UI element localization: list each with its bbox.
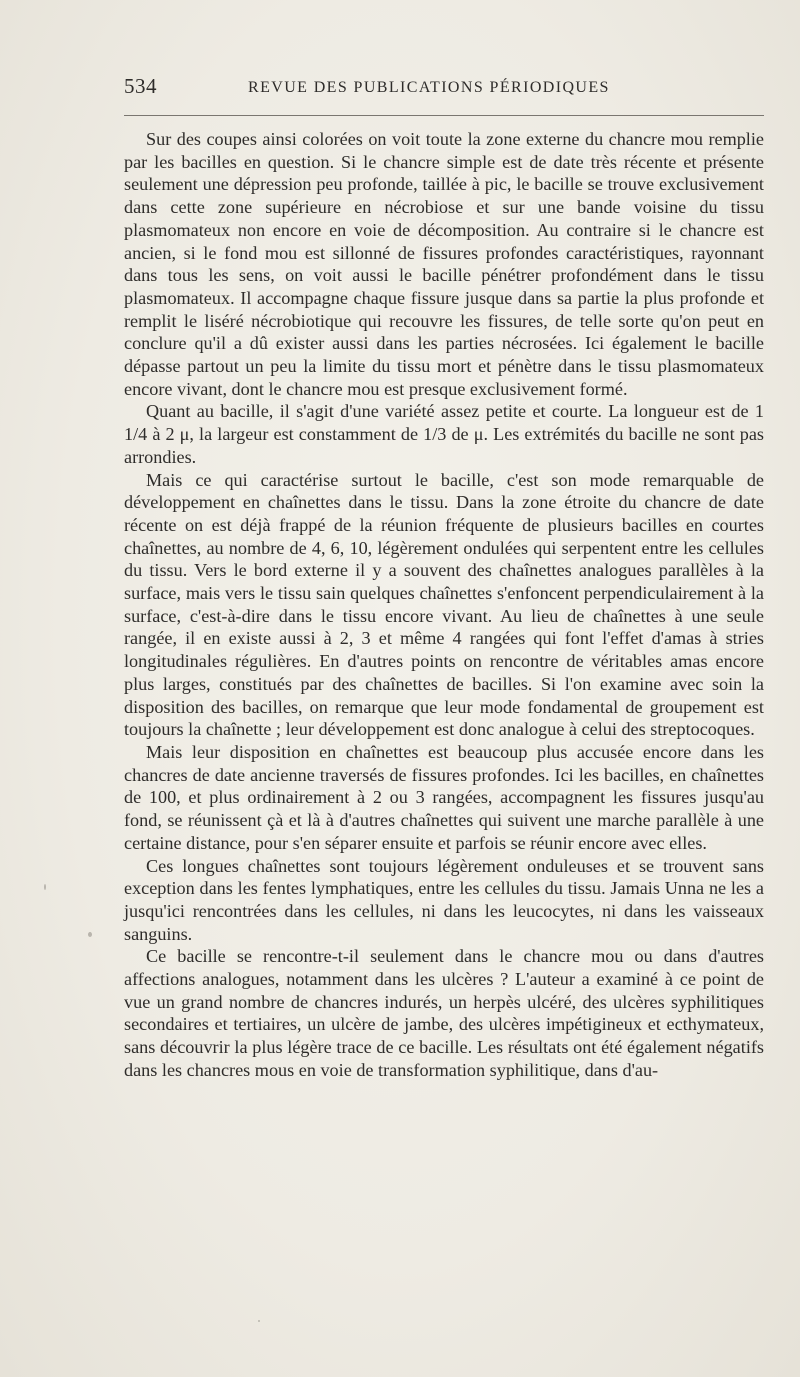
paper-speck: [44, 884, 46, 890]
paper-speck: [88, 932, 92, 937]
paragraph: Mais ce qui caractérise surtout le bacille, c'est son mode remarquable de développement en chaînettes dans le tissu. Dans la zone étroite du chancre de date récente on est déjà frappé de la réunion fréquente de plusieurs bacilles en courtes chaînettes, au nombre de 4, 6, 10, légèrement ondulées qui serpentent entre les cellules du tissu. Vers le bord externe il y a souvent des chaînettes analogues parallèles à la surface, mais vers le tissu sain quelques chaînettes s'enfoncent perpendiculairement à la surface, c'est-à-dire dans le tissu encore vivant. Au lieu de chaînettes à une seule rangée, il en existe aussi à 2, 3 et même 4 rangées qui font l'effet d'amas à stries longitudinales régulières. En d'autres points on rencontre de véritables amas encore plus larges, constitués par des chaînettes de bacilles. Si l'on examine avec soin la disposition des bacilles, on remarque que leur mode fondamental de groupement est toujours la chaînette ; leur développement est donc analogue à celui des streptocoques.: [124, 469, 764, 740]
paragraph: Ces longues chaînettes sont toujours légèrement onduleuses et se trouvent sans exception dans les fentes lymphatiques, entre les cellules du tissu. Jamais Unna ne les a jusqu'ici rencontrées dans les cellules, ni dans les leucocytes, ni dans les vaisseaux sanguins.: [124, 855, 764, 944]
paragraph: Mais leur disposition en chaînettes est beaucoup plus accusée encore dans les chancres de date ancienne traversés de fissures profondes. Ici les bacilles, en chaînettes de 100, et plus ordinairement à 2 ou 3 rangées, accompagnent les fissures jusqu'au fond, se réunissent çà et là à d'autres chaînettes qui suivent une marche parallèle à une certaine distance, pour s'en séparer ensuite et parfois se réunir encore avec elles.: [124, 741, 764, 853]
header-rule: [124, 115, 764, 116]
paragraph: Sur des coupes ainsi colorées on voit toute la zone externe du chancre mou remplie par les bacilles en question. Si le chancre simple est de date très récente et présente seulement une dépression peu profonde, taillée à pic, le bacille se trouve exclusivement dans cette zone supérieure en nécrobiose et sur une bande voisine du tissu plasmomateux non encore en voie de décomposition. Au contraire si le chancre est ancien, si le fond mou est sillonné de fissures profondes caractéristiques, rayonnant dans tous les sens, on voit aussi le bacille pénétrer profondément dans le tissu plasmomateux. Il accompagne chaque fissure jusque dans sa partie la plus profonde et remplit le liséré nécrobiotique qui recouvre les fissures, de telle sorte qu'on peut en conclure qu'il a dû exister aussi dans les parties nécrosées. Ici également le bacille dépasse partout un peu la limite du tissu mort et pénètre dans le tissu plasmomateux encore vivant, dont le chancre mou est presque exclusivement formé.: [124, 129, 764, 399]
page-number: 534: [124, 74, 157, 98]
page-header: [124, 74, 764, 104]
paper-speck: [258, 1320, 260, 1322]
paragraph: Quant au bacille, il s'agit d'une variété assez petite et courte. La longueur est de 1 1/4 à 2 μ, la largeur est constamment de 1/3 de μ. Les extrémités du bacille ne sont pas arrondies.: [124, 401, 764, 467]
running-title: REVUE DES PUBLICATIONS PÉRIODIQUES: [248, 79, 610, 96]
body-text: [124, 128, 764, 1082]
paragraph: Ce bacille se rencontre-t-il seulement dans le chancre mou ou dans d'autres affections analogues, notamment dans les ulcères ? L'auteur a examiné à ce point de vue un grand nombre de chancres indurés, un herpès ulcéré, des ulcères syphilitiques secondaires et tertiaires, un ulcère de jambe, des ulcères impétigineux et ecthymateux, sans découvrir la plus légère trace de ce bacille. Les résultats ont été également négatifs dans les chancres mous en voie de transformation syphilitique, dans d'au-: [124, 946, 764, 1080]
